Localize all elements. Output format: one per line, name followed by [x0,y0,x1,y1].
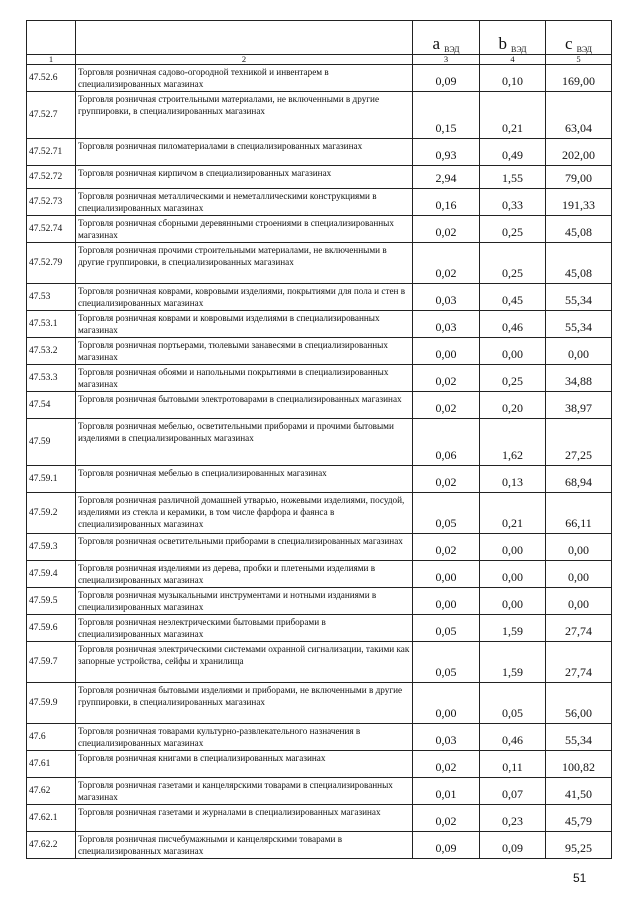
value-a-cell: 0,02 [413,365,480,392]
header-cell-a [413,21,480,55]
table-row [27,419,612,466]
code-cell: 47.59.4 [27,561,76,588]
table-row [27,724,612,751]
code-cell: 47.52.74 [27,216,76,243]
value-c-cell: 45,08 [546,243,612,284]
code-cell: 47.52.71 [27,139,76,166]
value-c-cell: 34,88 [546,365,612,392]
value-a-cell: 0,06 [413,419,480,466]
value-c-cell: 79,00 [546,166,612,189]
code-cell: 47.54 [27,392,76,419]
description-cell: Торговля розничная обоями и напольными покрытиями в специализированных магазинах [76,365,413,392]
coefficient-table [26,20,612,859]
code-cell: 47.52.7 [27,92,76,139]
description-cell: Торговля розничная неэлектрическими бытовыми приборами в специализированных магазинах [76,615,413,642]
value-a-cell: 0,02 [413,805,480,832]
header-b-letter: b [498,34,508,53]
value-c-cell: 55,34 [546,724,612,751]
value-b-cell: 0,21 [480,493,546,534]
value-a-cell: 0,00 [413,683,480,724]
value-b-cell: 0,00 [480,534,546,561]
value-b-cell: 0,00 [480,338,546,365]
description-cell: Торговля розничная мебелью в специализированных магазинах [76,466,413,493]
description-cell: Торговля розничная музыкальными инструментами и нотными изданиями в специализированных магазинах [76,588,413,615]
description-cell: Торговля розничная кирпичом в специализированных магазинах [76,166,413,189]
description-cell: Торговля розничная пиломатериалами в специализированных магазинах [76,139,413,166]
code-cell: 47.59.7 [27,642,76,683]
table-row [27,65,612,92]
value-b-cell: 0,09 [480,832,546,859]
header-row [27,21,612,55]
code-cell: 47.52.72 [27,166,76,189]
table-row [27,216,612,243]
value-b-cell: 0,25 [480,216,546,243]
description-cell: Торговля розничная писчебумажными и канцелярскими товарами в специализированных магазинах [76,832,413,859]
value-b-cell: 0,11 [480,751,546,778]
value-a-cell: 0,03 [413,284,480,311]
table-row [27,588,612,615]
table-row [27,534,612,561]
code-cell: 47.52.6 [27,65,76,92]
value-a-cell: 0,00 [413,561,480,588]
value-a-cell: 0,16 [413,189,480,216]
page-number: 51 [573,871,587,885]
value-a-cell: 0,02 [413,392,480,419]
value-a-cell: 0,01 [413,778,480,805]
table-row [27,166,612,189]
code-cell: 47.61 [27,751,76,778]
header-b-subscript: ВЭД [511,45,527,54]
value-a-cell: 0,93 [413,139,480,166]
value-c-cell: 202,00 [546,139,612,166]
value-a-cell: 0,02 [413,466,480,493]
description-cell: Торговля розничная сборными деревянными строениями в специализированных магазинах [76,216,413,243]
table-row [27,466,612,493]
value-b-cell: 0,05 [480,683,546,724]
value-b-cell: 0,21 [480,92,546,139]
code-cell: 47.59.9 [27,683,76,724]
value-b-cell: 1,55 [480,166,546,189]
code-cell: 47.53.1 [27,311,76,338]
value-c-cell: 27,74 [546,642,612,683]
description-cell: Торговля розничная коврами, ковровыми изделиями, покрытиями для пола и стен в специализированных магазинах [76,284,413,311]
value-b-cell: 1,59 [480,642,546,683]
value-c-cell: 27,74 [546,615,612,642]
code-cell: 47.62.1 [27,805,76,832]
header-cell-code [27,21,76,55]
description-cell: Торговля розничная товарами культурно-развлекательного назначения в специализированных магазинах [76,724,413,751]
code-cell: 47.62 [27,778,76,805]
value-c-cell: 45,08 [546,216,612,243]
code-cell: 47.59.3 [27,534,76,561]
description-cell: Торговля розничная садово-огородной техникой и инвентарем в специализированных магазинах [76,65,413,92]
description-cell: Торговля розничная металлическими и неметаллическими конструкциями в специализированных магазинах [76,189,413,216]
value-b-cell: 0,33 [480,189,546,216]
value-c-cell: 27,25 [546,419,612,466]
value-b-cell: 0,00 [480,588,546,615]
value-c-cell: 95,25 [546,832,612,859]
value-a-cell: 0,09 [413,65,480,92]
description-cell: Торговля розничная бытовыми электротоварами в специализированных магазинах [76,392,413,419]
value-b-cell: 0,07 [480,778,546,805]
table-row [27,338,612,365]
table-row [27,493,612,534]
description-cell: Торговля розничная газетами и журналами в специализированных магазинах [76,805,413,832]
header-a-letter: а [432,34,441,53]
column-number: 3 [413,55,480,65]
value-c-cell: 56,00 [546,683,612,724]
value-c-cell: 169,00 [546,65,612,92]
header-c-letter: с [565,34,573,53]
table-row [27,642,612,683]
column-number: 2 [76,55,413,65]
table-row [27,832,612,859]
value-c-cell: 55,34 [546,311,612,338]
header-cell-desc [76,21,413,55]
table-row [27,778,612,805]
value-c-cell: 41,50 [546,778,612,805]
table-row [27,139,612,166]
value-a-cell: 0,15 [413,92,480,139]
header-a-subscript: ВЭД [444,45,460,54]
value-c-cell: 191,33 [546,189,612,216]
value-c-cell: 68,94 [546,466,612,493]
code-cell: 47.62.2 [27,832,76,859]
value-a-cell: 0,03 [413,724,480,751]
value-b-cell: 0,10 [480,65,546,92]
table-row [27,92,612,139]
value-b-cell: 1,62 [480,419,546,466]
value-b-cell: 0,46 [480,311,546,338]
description-cell: Торговля розничная различной домашней утварью, ножевыми изделиями, посудой, изделиями из стекла и керамики, в том числе фарфора и фаянса в специализированных магазинах [76,493,413,534]
table-row [27,805,612,832]
code-cell: 47.59.5 [27,588,76,615]
value-a-cell: 0,09 [413,832,480,859]
code-cell: 47.52.73 [27,189,76,216]
code-cell: 47.59.2 [27,493,76,534]
description-cell: Торговля розничная газетами и канцелярскими товарами в специализированных магазинах [76,778,413,805]
value-c-cell: 0,00 [546,588,612,615]
value-b-cell: 0,00 [480,561,546,588]
value-a-cell: 0,02 [413,534,480,561]
value-c-cell: 0,00 [546,534,612,561]
code-cell: 47.59 [27,419,76,466]
value-a-cell: 0,03 [413,311,480,338]
description-cell: Торговля розничная прочими строительными материалами, не включенными в другие группировки, в специализированных магазинах [76,243,413,284]
value-c-cell: 45,79 [546,805,612,832]
value-a-cell: 0,02 [413,243,480,284]
value-a-cell: 0,02 [413,216,480,243]
description-cell: Торговля розничная изделиями из дерева, пробки и плетеными изделиями в специализированных магазинах [76,561,413,588]
header-c-subscript: ВЭД [576,45,592,54]
description-cell: Торговля розничная электрическими системами охранной сигнализации, такими как запорные устройства, сейфы и хранилища [76,642,413,683]
value-a-cell: 0,00 [413,588,480,615]
value-c-cell: 0,00 [546,338,612,365]
value-a-cell: 0,00 [413,338,480,365]
value-b-cell: 0,23 [480,805,546,832]
header-cell-b [480,21,546,55]
column-number: 4 [480,55,546,65]
description-cell: Торговля розничная мебелью, осветительными приборами и прочими бытовыми изделиями в специализированных магазинах [76,419,413,466]
code-cell: 47.53.3 [27,365,76,392]
table-row [27,365,612,392]
value-b-cell: 0,46 [480,724,546,751]
value-b-cell: 0,49 [480,139,546,166]
header-cell-c [546,21,612,55]
table-row [27,189,612,216]
value-c-cell: 38,97 [546,392,612,419]
description-cell: Торговля розничная осветительными приборами в специализированных магазинах [76,534,413,561]
column-number: 5 [546,55,612,65]
value-b-cell: 0,25 [480,243,546,284]
table-row [27,284,612,311]
value-a-cell: 2,94 [413,166,480,189]
value-b-cell: 0,25 [480,365,546,392]
value-c-cell: 66,11 [546,493,612,534]
table-row [27,615,612,642]
value-b-cell: 0,45 [480,284,546,311]
table-row [27,243,612,284]
value-b-cell: 0,13 [480,466,546,493]
code-cell: 47.6 [27,724,76,751]
code-cell: 47.52.79 [27,243,76,284]
value-a-cell: 0,05 [413,615,480,642]
value-b-cell: 0,20 [480,392,546,419]
value-b-cell: 1,59 [480,615,546,642]
table-row [27,751,612,778]
column-number-row [27,55,612,65]
code-cell: 47.53 [27,284,76,311]
value-c-cell: 0,00 [546,561,612,588]
value-c-cell: 63,04 [546,92,612,139]
code-cell: 47.59.1 [27,466,76,493]
table-row [27,561,612,588]
value-a-cell: 0,05 [413,642,480,683]
description-cell: Торговля розничная бытовыми изделиями и приборами, не включенными в другие группировки, в специализированных магазинах [76,683,413,724]
code-cell: 47.53.2 [27,338,76,365]
description-cell: Торговля розничная книгами в специализированных магазинах [76,751,413,778]
table-row [27,683,612,724]
description-cell: Торговля розничная строительными материалами, не включенными в другие группировки, в специализированных магазинах [76,92,413,139]
description-cell: Торговля розничная портьерами, тюлевыми занавесями в специализированных магазинах [76,338,413,365]
code-cell: 47.59.6 [27,615,76,642]
value-c-cell: 55,34 [546,284,612,311]
value-a-cell: 0,05 [413,493,480,534]
value-c-cell: 100,82 [546,751,612,778]
column-number: 1 [27,55,76,65]
value-a-cell: 0,02 [413,751,480,778]
description-cell: Торговля розничная коврами и ковровыми изделиями в специализированных магазинах [76,311,413,338]
table-row [27,311,612,338]
table-row [27,392,612,419]
